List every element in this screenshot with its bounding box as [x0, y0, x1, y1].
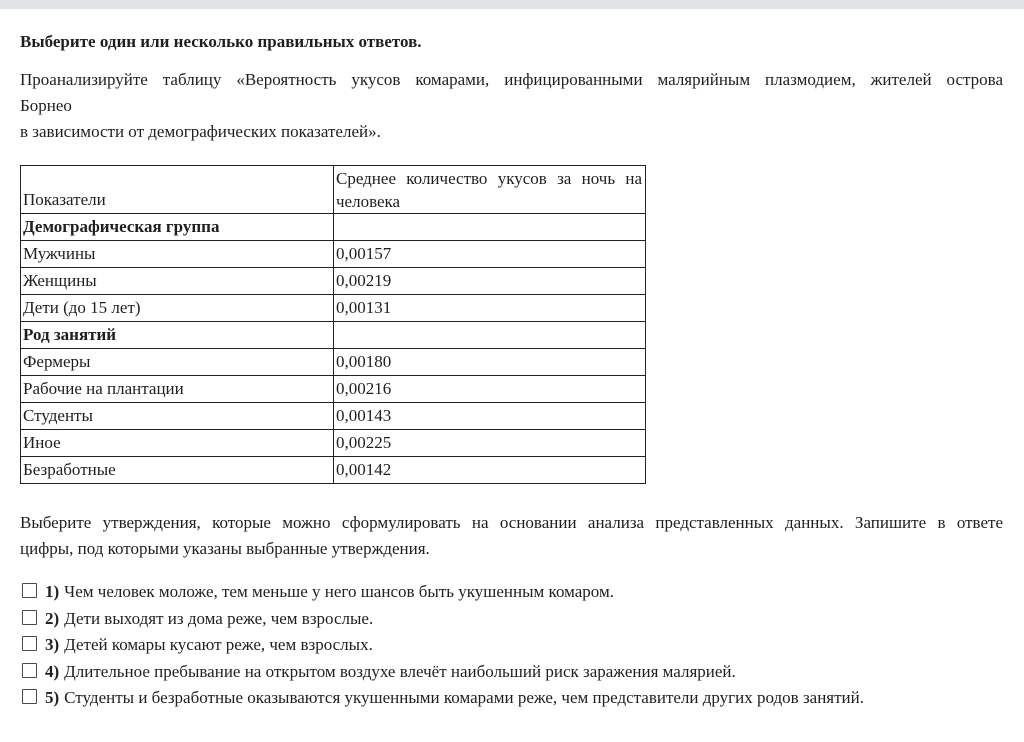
option-4-checkbox[interactable] — [22, 663, 37, 678]
answer-option-2 — [20, 606, 1003, 633]
option-4-label: Длительное пребывание на открытом воздухе влечёт наибольший риск заражения малярией. — [64, 661, 736, 681]
option-3-checkbox[interactable] — [22, 636, 37, 651]
option-2-checkbox[interactable] — [22, 610, 37, 625]
option-1-checkbox[interactable] — [22, 583, 37, 598]
header-col-average-bites: Среднее количество укусов за ночь на человека — [334, 166, 646, 214]
option-2-label: Дети выходят из дома реже, чем взрослые. — [64, 608, 374, 628]
table-row-children: Дети (до 15 лет) 0,00131 — [21, 295, 646, 322]
intro-line-1: Проанализируйте таблицу «Вероятность укусов комарами, инфицированными малярийным плазмодием, жителей острова — [20, 70, 1003, 89]
header-col-indicators: Показатели — [21, 166, 334, 214]
answer-option-1 — [20, 579, 1003, 606]
task-line-1: Выберите утверждения, которые можно сформулировать на основании анализа представленных данных. Запишите в ответе — [20, 513, 1003, 532]
option-1-number: 1) — [45, 582, 60, 601]
probability-table — [20, 165, 646, 484]
answer-option-3 — [20, 632, 1003, 659]
answer-option-5 — [20, 685, 1003, 712]
table-row-other: Иное 0,00225 — [21, 430, 646, 457]
table-section-occupation: Род занятий — [21, 322, 646, 349]
task-paragraph — [20, 510, 1003, 562]
table-row-students: Студенты 0,00143 — [21, 403, 646, 430]
option-5-label: Студенты и безработные оказываются укушенными комарами реже, чем представители других родов занятий. — [64, 688, 864, 707]
option-3-label: Детей комары кусают реже, чем взрослых. — [64, 635, 373, 654]
table-header-row — [21, 166, 646, 214]
option-4-number: 4) — [45, 661, 60, 681]
question-page — [0, 9, 1024, 742]
table-row-women: Женщины 0,00219 — [21, 268, 646, 295]
option-1-label: Чем человек моложе, тем меньше у него шансов быть укушенным комаром. — [64, 582, 614, 601]
intro-line-3: в зависимости от демографических показателей». — [20, 122, 381, 141]
table-row-plantation-workers: Рабочие на плантации 0,00216 — [21, 376, 646, 403]
answer-option-4 — [20, 659, 1003, 686]
top-strip — [0, 0, 1024, 9]
option-2-number: 2) — [45, 608, 60, 628]
table-row-farmers: Фермеры 0,00180 — [21, 349, 646, 376]
answer-options — [20, 579, 1003, 712]
task-line-2: цифры, под которыми указаны выбранные утверждения. — [20, 539, 430, 558]
table-section-demographic: Демографическая группа — [21, 214, 646, 241]
question-heading: Выберите один или несколько правильных ответов. — [20, 32, 422, 51]
option-5-number: 5) — [45, 688, 60, 707]
option-5-checkbox[interactable] — [22, 689, 37, 704]
option-3-number: 3) — [45, 635, 60, 654]
intro-paragraph — [20, 67, 1003, 145]
table-row-men: Мужчины 0,00157 — [21, 241, 646, 268]
intro-line-2: Борнео — [20, 96, 72, 115]
table-row-unemployed: Безработные 0,00142 — [21, 457, 646, 484]
